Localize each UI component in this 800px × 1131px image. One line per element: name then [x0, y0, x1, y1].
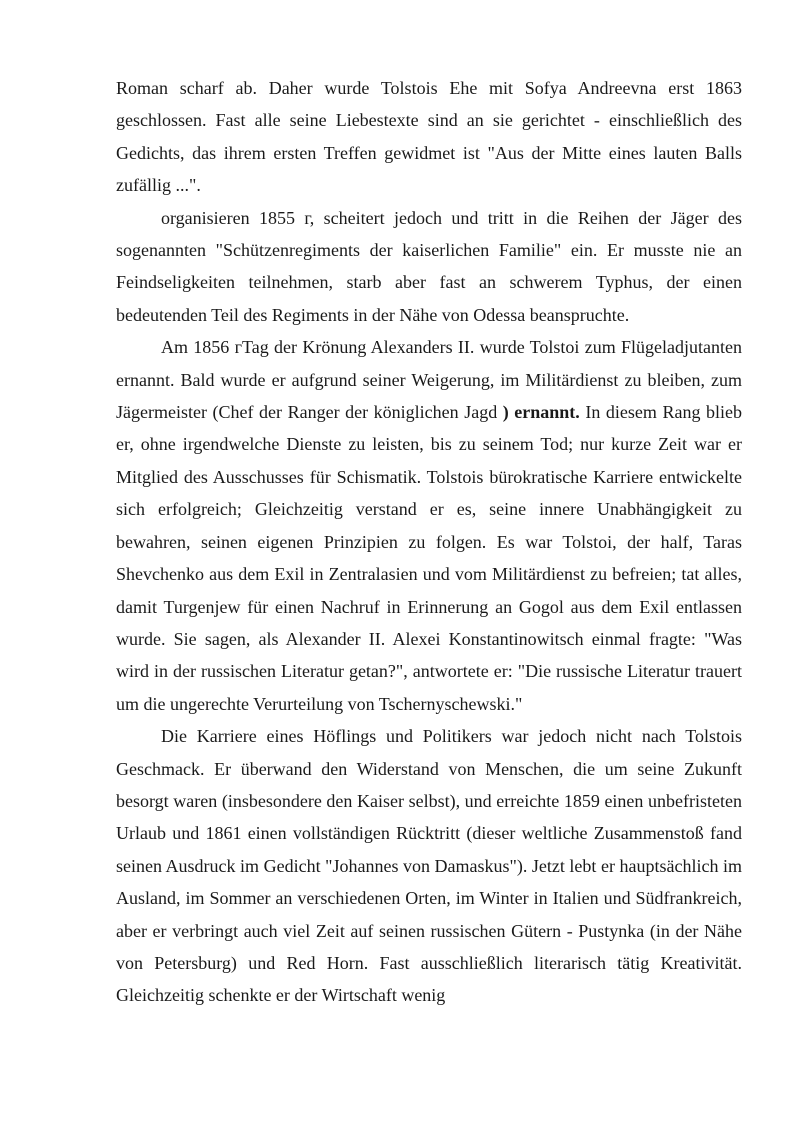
paragraph-4 [116, 720, 742, 1012]
paragraph-3-bold-text: ) ernannt. [502, 402, 580, 423]
paragraph-2 [116, 202, 742, 332]
paragraph-1-text: Roman scharf ab. Daher wurde Tolstois Ehe mit Sofya Andreevna erst 1863 geschlossen. Fast alle seine Liebestexte sind an sie gerichtet - einschließlich des Gedichts, das ihrem ersten Treffen gewidmet ist "Aus der Mitte eines lauten Balls zufällig ...". [116, 78, 742, 196]
paragraph-3-text-end: In diesem Rang blieb er, ohne irgendwelche Dienste zu leisten, bis zu seinem Tod; nur kurze Zeit war er Mitglied des Ausschusses für Schismatik. Tolstois bürokratische Karriere entwickelte sich erfolgreich; Gleichzeitig verstand er es, seine innere Unabhängigkeit zu bewahren, seinen eigenen Prinzipien zu folgen. Es war Tolstoi, der half, Taras Shevchenko aus dem Exil in Zentralasien und vom Militärdienst zu befreien; tat alles, damit Turgenjew für einen Nachruf in Erinnerung an Gogol aus dem Exil entlassen wurde. Sie sagen, als Alexander II. Alexei Konstantinowitsch einmal fragte: "Was wird in der russischen Literatur getan?", antwortete er: "Die russische Literatur trauert um die ungerechte Verurteilung von Tschernyschewski." [116, 402, 742, 714]
paragraph-4-text: Die Karriere eines Höflings und Politikers war jedoch nicht nach Tolstois Geschmack. Er überwand den Widerstand von Menschen, die um seine Zukunft besorgt waren (insbesondere den Kaiser selbst), und erreichte 1859 einen unbefristeten Urlaub und 1861 einen vollständigen Rücktritt (dieser weltliche Zusammenstoß fand seinen Ausdruck im Gedicht "Johannes von Damaskus"). Jetzt lebt er hauptsächlich im Ausland, im Sommer an verschiedenen Orten, im Winter in Italien und Südfrankreich, aber er verbringt auch viel Zeit auf seinen russischen Gütern - Pustynka (in der Nähe von Petersburg) und Red Horn. Fast ausschließlich literarisch tätig Kreativität. Gleichzeitig schenkte er der Wirtschaft wenig [116, 726, 742, 1006]
body-text [116, 72, 742, 1012]
paragraph-3 [116, 331, 742, 720]
paragraph-3-text-start: Am 1856 гTag der Krönung Alexanders II. wurde Tolstoi zum Flügeladjutanten ernannt. Bald wurde er aufgrund seiner Weigerung, im Militärdienst zu bleiben, zum Jägermeister (Chef der Ranger der königlichen Jagd [116, 337, 742, 423]
paragraph-2-text: organisieren 1855 г, scheitert jedoch und tritt in die Reihen der Jäger des sogenannten "Schützenregiments der kaiserlichen Familie" ein. Er musste nie an Feindseligkeiten teilnehmen, starb aber fast an schwerem Typhus, der einen bedeutenden Teil des Regiments in der Nähe von Odessa beanspruchte. [116, 207, 742, 325]
paragraph-1 [116, 72, 742, 202]
